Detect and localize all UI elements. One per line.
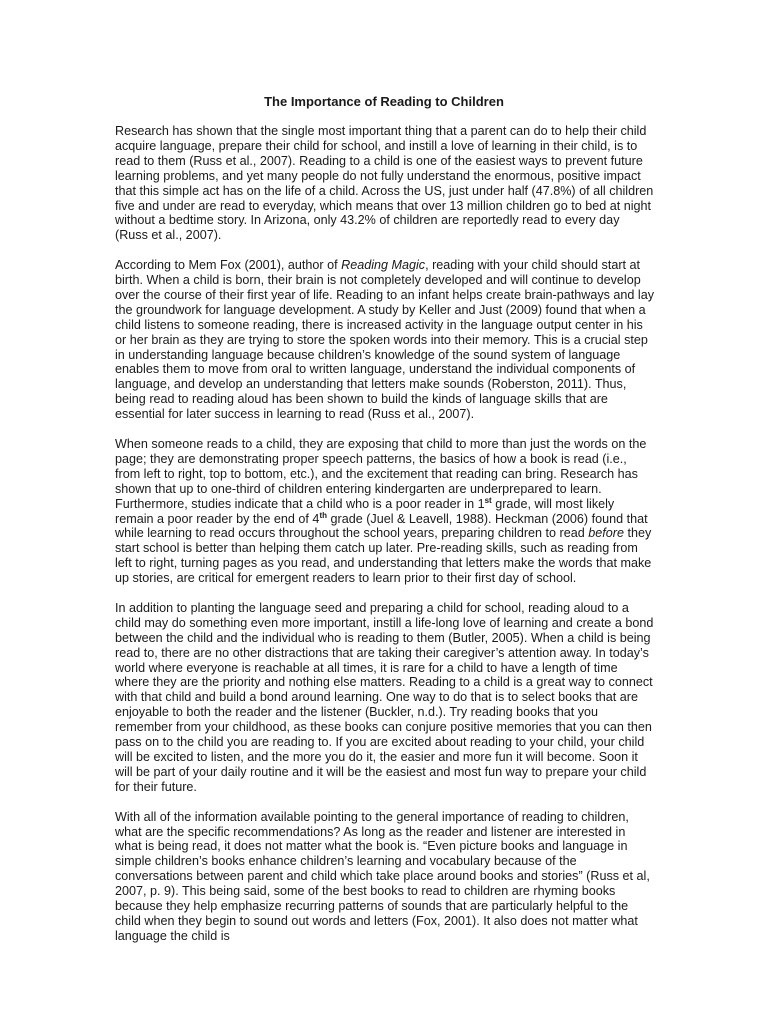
paragraph-4: In addition to planting the language seed and preparing a child for school, reading aloud to a child may do something even more important, instill a life-long love of learning and create a bond between the child and the individual who is reading to them (Butler, 2005). When a child is being read to, there are no other distractions that are taking their caregiver’s attention away. In today’s world where everyone is reachable at all times, it is rare for a child to have a length of time where they are the priority and nothing else matters. Reading to a child is a great way to connect with that child and build a bond around learning. One way to do that is to select books that are enjoyable to both the reader and the listener (Buckler, n.d.). Try reading books that you remember from your childhood, as these books can conjure positive memories that you can then pass on to the child you are reading to. If you are excited about reading to your child, your child will be excited to listen, and the more you do it, the easier and more fun it will become. Soon it will be part of your daily routine and it will be the easiest and most fun way to prepare your child for their future. [115, 600, 654, 794]
paragraph-5: With all of the information available pointing to the general importance of reading to children, what are the specific recommendations? As long as the reader and listener are interested in what is being read, it does not matter what the book is. “Even picture books and language in simple children’s books enhance children’s learning and vocabulary because of the conversations between parent and child which take place around books and stories” (Russ et al, 2007, p. 9). This being said, some of the best books to read to children are rhyming books because they help emphasize recurring patterns of sounds that are particularly helpful to the child when they begin to sound out words and letters (Fox, 2001). It also does not matter what language the child is [115, 809, 650, 943]
emphasis-before: before [588, 526, 624, 541]
paragraph-3-text-a: When someone reads to a child, they are exposing that child to more than just the words on the page; they are demonstrating proper speech patterns, the basics of how a book is read (i.e., from left to right, top to bottom, etc.), and the excitement that reading can bring. Research has shown that up to one-third of children entering kindergarten are underprepared to learn. Furthermore, studies indicate that a child who is a poor reader in 1 [115, 437, 647, 511]
paragraph-3-text-d: they start school is better than helping them catch up later. Pre-reading skills, such as reading from left to right, turning pages as you read, and understanding that letters make the words that make up stories, are critical for emergent readers to learn prior to their first day of school. [115, 526, 652, 586]
paragraph-2-text-a: According to Mem Fox (2001), author of [115, 258, 342, 273]
book-title-reading-magic: Reading Magic [341, 258, 426, 273]
paragraph-1: Research has shown that the single most important thing that a parent can do to help their child acquire language, prepare their child for school, and instill a love of learning in their child, is to read to them (Russ et al., 2007). Reading to a child is one of the easiest ways to prevent future learning problems, and yet many people do not fully understand the enormous, positive impact that this simple act has on the life of a child. Across the US, just under half (47.8%) of all children five and under are read to everyday, which means that over 13 million children go to bed at night without a bedtime story. In Arizona, only 43.2% of children are reportedly read to every day (Russ et al., 2007). [115, 124, 654, 243]
paragraph-2 [115, 258, 655, 422]
paragraph-2-text-b: , reading with your child should start at birth. When a child is born, their brain is not completely developed and will continue to develop over the course of their first year of life. Reading to an infant helps create brain-pathways and lay the groundwork for language development. A study by Keller and Just (2009) found that when a child listens to someone reading, there is increased activity in the language output center in his or her brain as they are trying to store the spoken words into their memory. This is a crucial step in understanding language because children’s knowledge of the sound system of language enables them to move from oral to written language, understand the individual components of language, and develop an understanding that letters make sounds (Roberston, 2011). Thus, being read to reading aloud has been shown to build the kinds of language skills that are essential for later success in learning to read (Russ et al., 2007). [115, 258, 655, 422]
ordinal-superscript-1st: st [484, 495, 492, 505]
document-body [115, 124, 655, 959]
paragraph-3-text-c: grade (Juel & Leavell, 1988). Heckman (2006) found that while learning to read occurs throughout the school years, preparing children to read [115, 511, 648, 541]
paragraph-3-text-b: grade, will most likely remain a poor reader by the end of 4 [115, 496, 615, 526]
ordinal-superscript-4th: th [319, 510, 327, 520]
document-title: The Importance of Reading to Children [264, 94, 504, 109]
paragraph-3 [115, 437, 655, 586]
